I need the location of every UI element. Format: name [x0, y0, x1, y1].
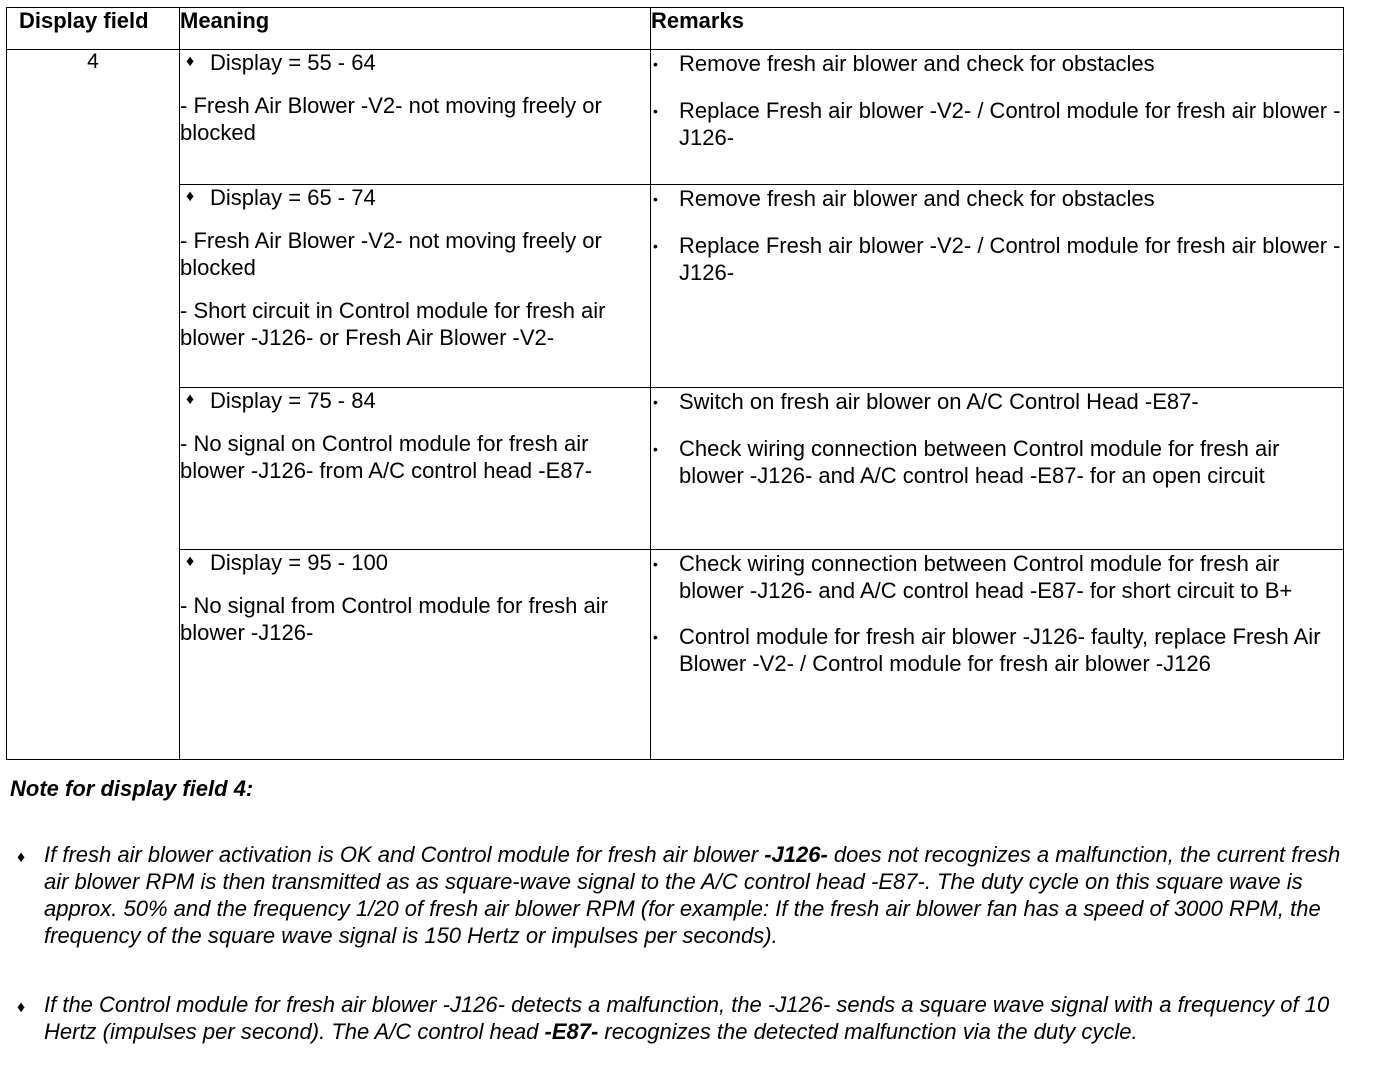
meaning-text: - Short circuit in Control module for fresh air blower -J126- or Fresh Air Blower -V2- — [180, 298, 606, 350]
remark-text: Check wiring connection between Control module for fresh air blower -J126- and A/C control head -E87- for short circuit to B+ — [679, 551, 1293, 603]
meaning-text: - No signal on Control module for fresh air blower -J126- from A/C control head -E87- — [180, 431, 593, 483]
note-text-part: If fresh air blower activation is OK and Control module for fresh air blower — [44, 842, 765, 867]
diamond-icon: ♦ — [186, 553, 195, 570]
remarks-cell — [651, 388, 1344, 550]
bullet-icon: • — [653, 56, 658, 72]
note-text-bold: -E87- — [544, 1019, 599, 1044]
remark-text: Remove fresh air blower and check for obstacles — [679, 51, 1155, 76]
bullet-icon: • — [653, 238, 658, 254]
header-meaning: Meaning — [180, 8, 651, 50]
display-range: Display = 75 - 84 — [210, 388, 376, 413]
header-remarks: Remarks — [651, 8, 1344, 50]
bullet-icon: • — [653, 103, 658, 119]
note-text-bold: -J126- — [764, 842, 828, 867]
meaning-cell — [180, 50, 651, 185]
meaning-cell — [180, 550, 651, 760]
bullet-icon: • — [653, 394, 658, 410]
note-text-part: If the Control module for fresh air blower -J126- detects a malfunction, the -J126- sends a square wave signal with a frequency of 10 Hertz (impulses per second). The A/C control head — [44, 992, 1330, 1044]
meaning-text: - No signal from Control module for fresh air blower -J126- — [180, 593, 608, 645]
meaning-cell — [180, 388, 651, 550]
display-range: Display = 65 - 74 — [210, 185, 376, 210]
remark-text: Replace Fresh air blower -V2- / Control module for fresh air blower -J126- — [679, 98, 1341, 150]
diamond-icon: ♦ — [186, 391, 195, 408]
bullet-icon: • — [653, 441, 658, 457]
note-item — [14, 841, 1354, 949]
remarks-cell — [651, 550, 1344, 760]
remarks-cell — [651, 50, 1344, 185]
bullet-icon: • — [653, 556, 658, 572]
diamond-icon: ♦ — [186, 188, 195, 205]
diamond-icon: ♦ — [186, 53, 195, 70]
meaning-cell — [180, 185, 651, 388]
remark-text: Remove fresh air blower and check for obstacles — [679, 186, 1155, 211]
remark-text: Control module for fresh air blower -J126- faulty, replace Fresh Air Blower -V2- / Control module for fresh air blower -J126 — [679, 624, 1321, 676]
remark-text: Switch on fresh air blower on A/C Control Head -E87- — [679, 389, 1199, 414]
header-display-field: Display field — [7, 8, 180, 50]
remark-text: Check wiring connection between Control module for fresh air blower -J126- and A/C control head -E87- for an open circuit — [679, 436, 1280, 488]
remarks-cell — [651, 185, 1344, 388]
table-row — [7, 550, 1344, 760]
bullet-icon: • — [653, 191, 658, 207]
meaning-text: - Fresh Air Blower -V2- not moving freely or blocked — [180, 228, 602, 280]
diamond-icon: ♦ — [17, 999, 26, 1016]
display-field-value: 4 — [7, 50, 180, 760]
note-title: Note for display field 4: — [10, 776, 254, 801]
display-range: Display = 95 - 100 — [210, 550, 388, 575]
table-row — [7, 388, 1344, 550]
diagnostic-table — [6, 7, 1344, 760]
meaning-text: - Fresh Air Blower -V2- not moving freely or blocked — [180, 93, 602, 145]
note-text-part: does not recognizes a malfunction, the current fresh air blower RPM is then transmitted as as square-wave signal to the A/C control head -E87-. The duty cycle on this square wave is approx. 50% and the frequency 1/20 of fresh air blower RPM (for example: If the fresh air blower fan has a speed of 3000 RPM, the frequency of the square wave signal is 150 Hertz or impulses per seconds). — [44, 842, 1341, 948]
table-row — [7, 50, 1344, 185]
note-item — [14, 991, 1354, 1045]
remark-text: Replace Fresh air blower -V2- / Control module for fresh air blower -J126- — [679, 233, 1341, 285]
note-text — [44, 991, 1354, 1045]
display-range: Display = 55 - 64 — [210, 50, 376, 75]
diamond-icon: ♦ — [17, 849, 26, 866]
table-row — [7, 185, 1344, 388]
bullet-icon: • — [653, 629, 658, 645]
note-text — [44, 841, 1354, 949]
note-text-part: recognizes the detected malfunction via the duty cycle. — [598, 1019, 1138, 1044]
